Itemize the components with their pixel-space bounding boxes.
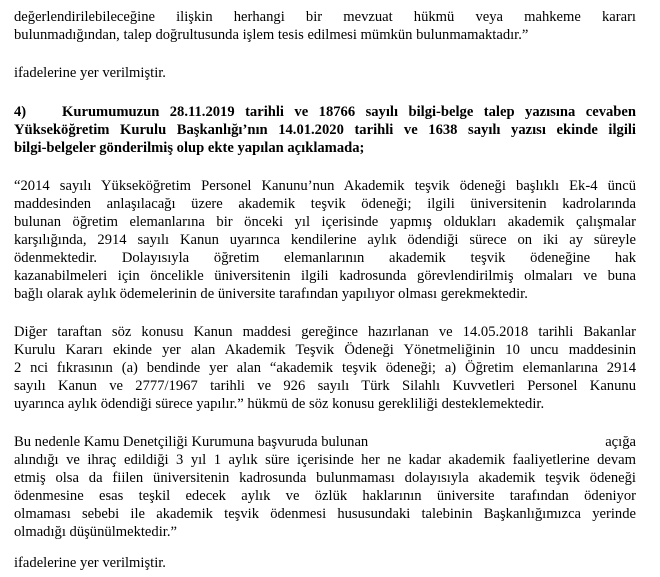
p3-line-1 — [14, 433, 636, 451]
p2-line-1: Diğer taraftan söz konusu Kanun maddesi gereğince hazırlanan ve 14.05.2018 tarihli Bakanlar — [14, 324, 636, 340]
p1-line-6: kazanabilmeleri için öncelikle üniversitenin ilgili kadrosunda görevlendirilmiş olmaları ve buna — [14, 268, 636, 284]
section-heading-line-3: bilgi-belgeler gönderilmiş olup ekte yapılan açıklamada; — [14, 140, 365, 156]
p3-line-5: olmaması sebebi ile akademik teşvik ödenmesi hususundaki talebinin Başkanlığımızca yerinde — [14, 506, 636, 522]
ifade-line-1: ifadelerine yer verilmiştir. — [14, 65, 166, 81]
section-heading-text-1: Kurumumuzun 28.11.2019 tarihli ve 18766 sayılı bilgi-belge talep yazısına cevaben — [62, 104, 636, 120]
section-heading-line-1 — [14, 103, 636, 121]
p1-line-3: bulunan öğretim elemanlarına bir önceki yıl içerisinde yapmış oldukları akademik çalışmalar — [14, 214, 636, 230]
p1-line-5: ödenmektedir. Dolayısıyla öğretim elemanlarının akademik teşvik ödeneğine hak — [14, 250, 636, 266]
section-number: 4) — [14, 104, 27, 120]
intro-line-1: değerlendirilebileceğine ilişkin herhangi bir mevzuat hükmü veya mahkeme kararı — [14, 9, 636, 25]
p3-line-3: etmiş olsa da fiilen üniversitenin kadrosunda bulunmaması dolayısıyla akademik teşvik ödeneği — [14, 470, 636, 486]
p1-line-1: “2014 sayılı Yükseköğretim Personel Kanunu’nun Akademik teşvik ödeneği başlıklı Ek-4 üncü — [14, 178, 636, 194]
p2-line-4: sayılı Kanun ve 2777/1967 tarihli ve 926 sayılı Türk Silahlı Kuvvetleri Personel Kanunu — [14, 378, 636, 394]
p1-line-2: maddesinden anlaşılacağı üzere akademik teşvik ödeneği; ilgili üniversitenin kadrolarında — [14, 196, 636, 212]
intro-line-2: bulunmadığından, talep doğrultusunda işlem tesis edilmesi mümkün bulunmamaktadır.” — [14, 27, 529, 43]
p1-line-4: karşılığında, 2914 sayılı Kanun uyarınca kendilerine aylık ödendiği sürece on iki ay süreyle — [14, 232, 636, 248]
p2-line-2: Kurulu Kararı ekinde yer alan Akademik Teşvik Ödeneği Yönetmeliğinin 10 uncu maddesinin — [14, 342, 636, 358]
p3-line-1-start: Bu nedenle Kamu Denetçiliği Kurumuna başvuruda bulunan — [14, 434, 369, 450]
p1-line-7: bağlı olarak aylık ödemelerinin de üniversite tarafından yapılıyor olması gerekmektedir. — [14, 286, 528, 302]
p3-line-4: ödenmesine esas teşkil edecek aylık ve özlük haklarının üniversite tarafından ödeniyor — [14, 488, 636, 504]
ifade-line-2: ifadelerine yer verilmiştir. — [14, 555, 166, 571]
p3-line-6: olmadığı düşünülmektedir.” — [14, 524, 177, 540]
p2-line-5: uyarınca aylık ödendiği sürece yapılır.” hükmü de söz konusu gerekliliği desteklemektedir. — [14, 396, 545, 412]
redacted-name-area — [368, 436, 518, 448]
p3-line-2: alındığı ve ihraç edildiği 3 yıl 1 aylık süre içerisinde her ne kadar akademik faaliyetlerine devam — [14, 452, 636, 468]
section-heading-line-2: Yükseköğretim Kurulu Başkanlığı’nın 14.01.2020 tarihli ve 1638 sayılı yazısı ekinde ilgili — [14, 122, 636, 138]
p3-line-1-end: açığa — [605, 434, 636, 450]
p2-line-3: 2 nci fıkrasının (a) bendinde yer alan “akademik teşvik ödeneği; a) Öğretim elemanlarına 2914 — [14, 360, 636, 376]
